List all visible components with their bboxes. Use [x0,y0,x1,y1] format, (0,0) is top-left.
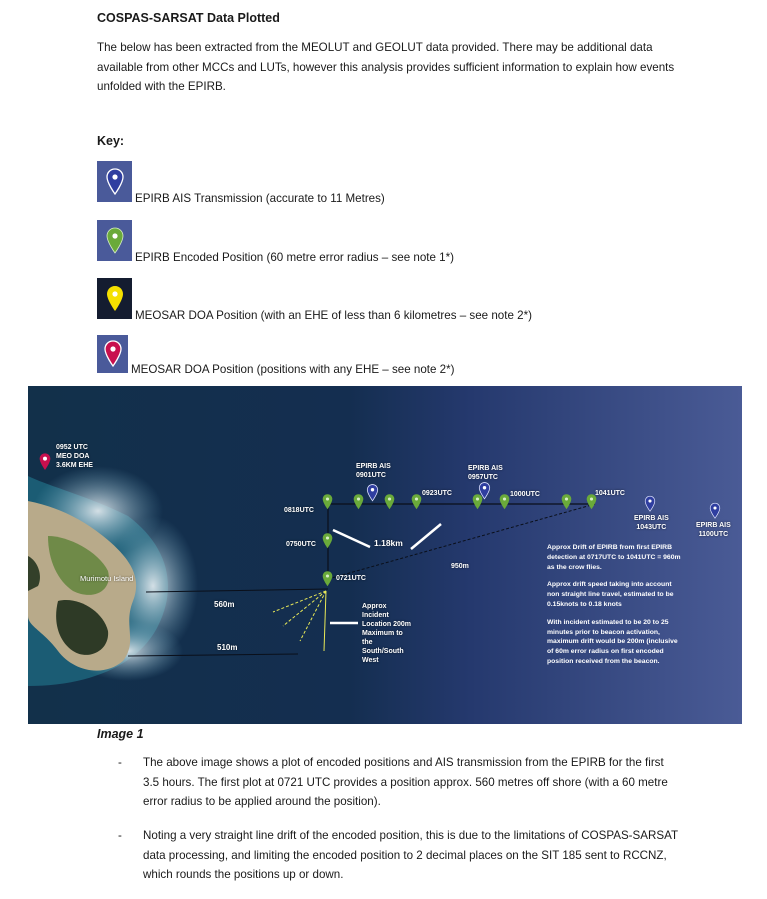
bullet-text: The above image shows a plot of encoded positions and AIS transmission from the EPIRB for the first 3.5 hours. The first plot at 0721 UTC provides a position approx. 560 metres off shore (with a 60 metre error radius to be applied around the position). [143,756,668,808]
incident-note-line: West [362,657,379,664]
doa-time: 0952 UTC [56,444,88,451]
incident-note-line: Location 200m [362,621,412,628]
encoded-time-1000: 1000UTC [510,491,540,498]
incident-note-line: Approx [362,603,387,610]
incident-location-note [362,602,411,665]
key-swatch [97,335,128,373]
doa-type: MEO DOA [56,453,90,460]
encoded-position-pin[interactable] [352,493,365,511]
encoded-position-pin[interactable] [321,493,334,511]
bullet-text: Noting a very straight line drift of the encoded position, this is due to the limitations of COSPAS-SARSAT data processing, and limiting the encoded position to 2 decimal places on the SIT 185 sent to RCCNZ, which rounds the positions up or down. [143,829,678,881]
ais-label-title: EPIRB AIS [356,463,391,470]
map-pin-icon [105,226,125,256]
image-caption: Image 1 [97,727,144,741]
ais-label-0901 [356,462,391,480]
encoded-position-pin[interactable] [383,493,396,511]
key-swatch [97,161,132,202]
ais-transmission-pin[interactable] [478,481,491,501]
drift-analysis-note [547,543,682,675]
doa-ehe: 3.6KM EHE [56,462,93,469]
distance-label-560m: 560m [214,600,235,609]
ais-transmission-pin[interactable] [644,495,656,513]
ais-transmission-pin[interactable] [366,483,379,503]
ais-label-time: 0957UTC [468,474,498,481]
island-label: Murimotu Island [80,574,134,583]
key-swatch [97,278,132,319]
drift-note-paragraph: Approx Drift of EPIRB from first EPIRB detection at 0717UTC to 1041UTC = 960m as the crow flies. [547,544,681,571]
distance-label-950m: 950m [451,563,469,570]
distance-label-1-18km: 1.18km [374,538,403,548]
page-heading: COSPAS-SARSAT Data Plotted [97,11,280,25]
map-pin-icon [103,339,123,369]
key-item-ais [97,161,385,205]
key-item-text: MEOSAR DOA Position (positions with any EHE – see note 2*) [131,363,455,376]
bullet-marker: - [118,756,122,769]
drift-map [28,386,742,724]
ais-transmission-pin[interactable] [709,502,721,520]
key-swatch [97,220,132,261]
incident-note-line: Maximum to [362,630,403,637]
ais-label-1043 [634,514,669,532]
distance-label-510m: 510m [217,643,238,652]
key-item-meosar-doa [97,278,532,322]
ais-label-time: 1043UTC [636,524,667,531]
drift-note-paragraph: With incident estimated to be 20 to 25 minutes prior to beacon activation, maximum drift would be 200m (inclusive of 60m error radius on first encoded position received from the beacon. [547,618,678,665]
key-item-encoded [97,220,454,264]
key-item-text: EPIRB Encoded Position (60 metre error radius – see note 1*) [135,251,454,264]
encoded-position-pin[interactable] [560,493,573,511]
intro-paragraph: The below has been extracted from the MEOLUT and GEOLUT data provided. There may be additional data available from other MCCs and LUTs, however this analysis provides sufficient information to explain how events unfolded with the EPIRB. [97,41,675,93]
map-pin-icon [105,167,125,197]
key-item-meosar-any [97,335,455,376]
map-pin-icon [105,284,125,314]
encoded-time-0818: 0818UTC [284,507,314,514]
ais-label-0957 [468,464,503,482]
incident-note-line: South/South [362,648,404,655]
meosar-doa-pin[interactable] [38,452,52,472]
encoded-time-0750: 0750UTC [286,541,316,548]
encoded-position-pin[interactable] [321,532,334,550]
ais-label-title: EPIRB AIS [468,465,503,472]
bullet-marker: - [118,829,122,842]
drift-note-paragraph: Approx drift speed taking into account non straight line travel, estimated to be 0.15knots to 0.18 knots [547,581,674,608]
ais-label-time: 1100UTC [698,531,729,538]
encoded-position-pin[interactable] [321,570,334,588]
encoded-time-0923: 0923UTC [422,490,452,497]
incident-note-line: Incident [362,612,389,619]
key-item-text: EPIRB AIS Transmission (accurate to 11 Metres) [135,192,385,205]
doa-label [56,443,93,470]
ais-label-1100 [696,521,731,539]
encoded-time-1041: 1041UTC [595,490,625,497]
ais-label-title: EPIRB AIS [696,522,731,529]
key-label: Key: [97,134,125,148]
key-item-text: MEOSAR DOA Position (with an EHE of less than 6 kilometres – see note 2*) [135,309,532,322]
ais-label-title: EPIRB AIS [634,515,669,522]
ais-label-time: 0901UTC [356,472,386,479]
incident-note-line: the [362,639,373,646]
encoded-time-0721: 0721UTC [336,575,366,582]
